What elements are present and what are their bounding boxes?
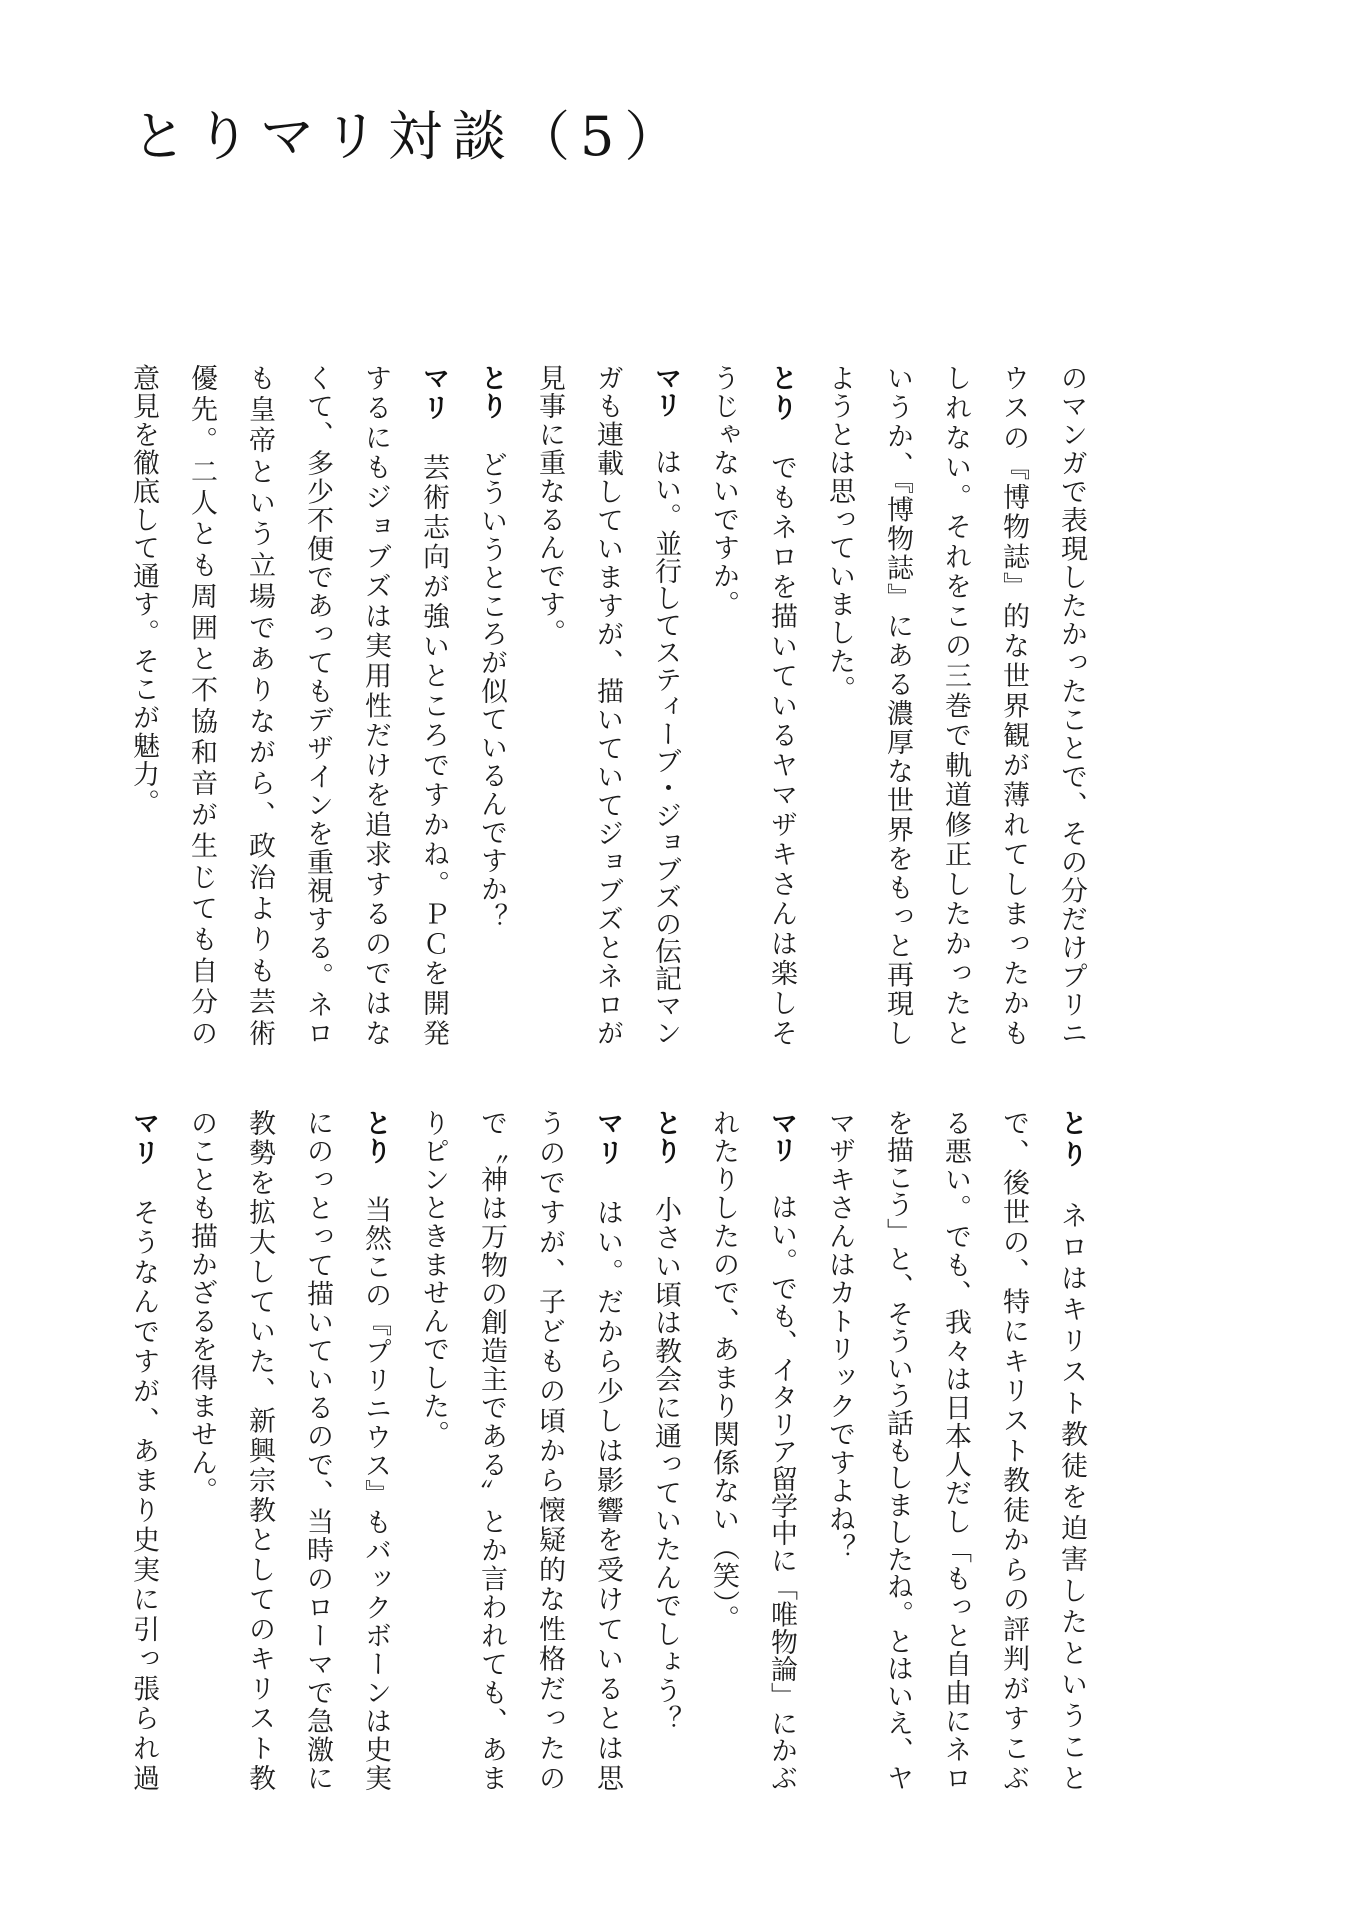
column-text: る悪い。でも、我々は日本人だし「もっと自由にネロ [940,1109,971,1792]
column-text: うのですが、子どもの頃から懐疑的な性格だったの [534,1109,565,1791]
text-column [172,1109,230,1791]
text-column [172,364,230,1046]
text-column [114,364,172,1046]
column-text: で〝神は万物の創造主である〟とか言われても、あま [476,1109,507,1791]
text-column [752,364,810,1046]
speaker-label: とり [766,364,797,424]
text-column [926,1109,984,1791]
column-text: で、後世の、特にキリスト教徒からの評判がすこぶ [998,1109,1029,1791]
page-title: とりマリ対談（5） [132,105,689,168]
column-text: を描こう」と、そういう話もしましたね。とはいえ、ヤ [882,1109,913,1791]
speaker-label: とり [650,1109,681,1166]
text-column [230,364,288,1046]
column-text: どういうところが似ているんですか？ [476,450,507,932]
column-text: ネロはキリスト教徒を迫害したということ [1056,1201,1087,1791]
text-column [578,1109,636,1791]
speaker-label: マリ [128,1109,159,1169]
column-text: 当然この『プリニウス』もバックボーンは史実 [360,1195,391,1792]
text-column [346,1109,404,1791]
text-column [346,364,404,1046]
column-text: くて、多少不便であってもデザインを重視する。ネロ [302,364,333,1047]
column-text: のことも描かざるを得ません。 [186,1109,217,1506]
dialogue-block-upper [114,364,1100,1046]
text-column [636,364,694,1046]
text-column [462,364,520,1046]
column-text: でもネロを描いているヤマザキさんは楽しそ [766,453,797,1047]
column-text: れたりしたので、あまり関係ない（笑）。 [708,1109,739,1634]
text-column [868,364,926,1046]
text-column [926,364,984,1046]
column-text: しれない。それをこの三巻で軌道修正したかったと [940,364,971,1046]
text-column [404,364,462,1046]
column-text: はい。だから少しは影響を受けているとは思 [592,1198,623,1792]
dialogue-block-lower [114,1109,1100,1791]
text-column [288,364,346,1046]
text-column [984,1109,1042,1791]
text-column [404,1109,462,1791]
speaker-label: マリ [418,364,449,424]
column-text: 見事に重なるんです。 [534,364,565,647]
column-text: のマンガで表現したかったことで、その分だけプリニ [1056,364,1087,1046]
speaker-label: マリ [650,364,681,419]
column-text: 優先。二人とも周囲と不協和音が生じても自分の [186,364,217,1047]
text-column [868,1109,926,1791]
column-text: いうか、『博物誌』にある濃厚な世界をもっと再現し [882,364,913,1046]
text-column [810,1109,868,1791]
column-text: りピンときませんでした。 [418,1109,449,1449]
column-text: そうなんですが、あまり史実に引っ張られ過 [128,1198,159,1792]
column-text: 意見を徹底して通す。そこが魅力。 [128,364,159,817]
column-text: ようとは思っていました。 [824,364,855,704]
text-column [288,1109,346,1791]
text-column [230,1109,288,1791]
text-column [694,1109,752,1791]
text-column [520,1109,578,1791]
speaker-label: とり [360,1109,391,1166]
column-text: するにもジョブズは実用性だけを追求するのではな [360,364,391,1046]
text-column [636,1109,694,1791]
text-column [1042,364,1100,1046]
text-column [578,364,636,1046]
column-text: 教勢を拡大していた、新興宗教としてのキリスト教 [244,1109,275,1791]
column-text: ウスの『博物誌』的な世界観が薄れてしまったかも [998,364,1029,1046]
column-text: も皇帝という立場でありながら、政治よりも芸術 [244,364,275,1046]
text-column [810,364,868,1046]
text-column [752,1109,810,1791]
column-text: ガも連載していますが、描いていてジョブズとネロが [592,364,623,1046]
text-column [694,364,752,1046]
text-column [462,1109,520,1791]
speaker-label: とり [1056,1109,1087,1172]
speaker-label: マリ [592,1109,623,1169]
text-column [984,364,1042,1046]
speaker-label: とり [476,364,507,421]
column-text: はい。でも、イタリア留学中に「唯物論」にかぶ [766,1193,797,1792]
column-text: マザキさんはカトリックですよね？ [824,1109,855,1562]
column-text: にのっとって描いているので、当時のローマで急激に [302,1109,333,1791]
text-column [114,1109,172,1791]
text-column [1042,1109,1100,1791]
text-column [520,364,578,1046]
column-text: うじゃないですか。 [708,364,739,619]
column-text: 小さい頃は教会に通っていたんでしょう？ [650,1195,681,1734]
column-text: 芸術志向が強いところですかね。ＰＣを開発 [418,453,449,1047]
column-text: はい。並行してスティーブ・ジョブズの伝記マン [650,448,681,1047]
speaker-label: マリ [766,1109,797,1164]
